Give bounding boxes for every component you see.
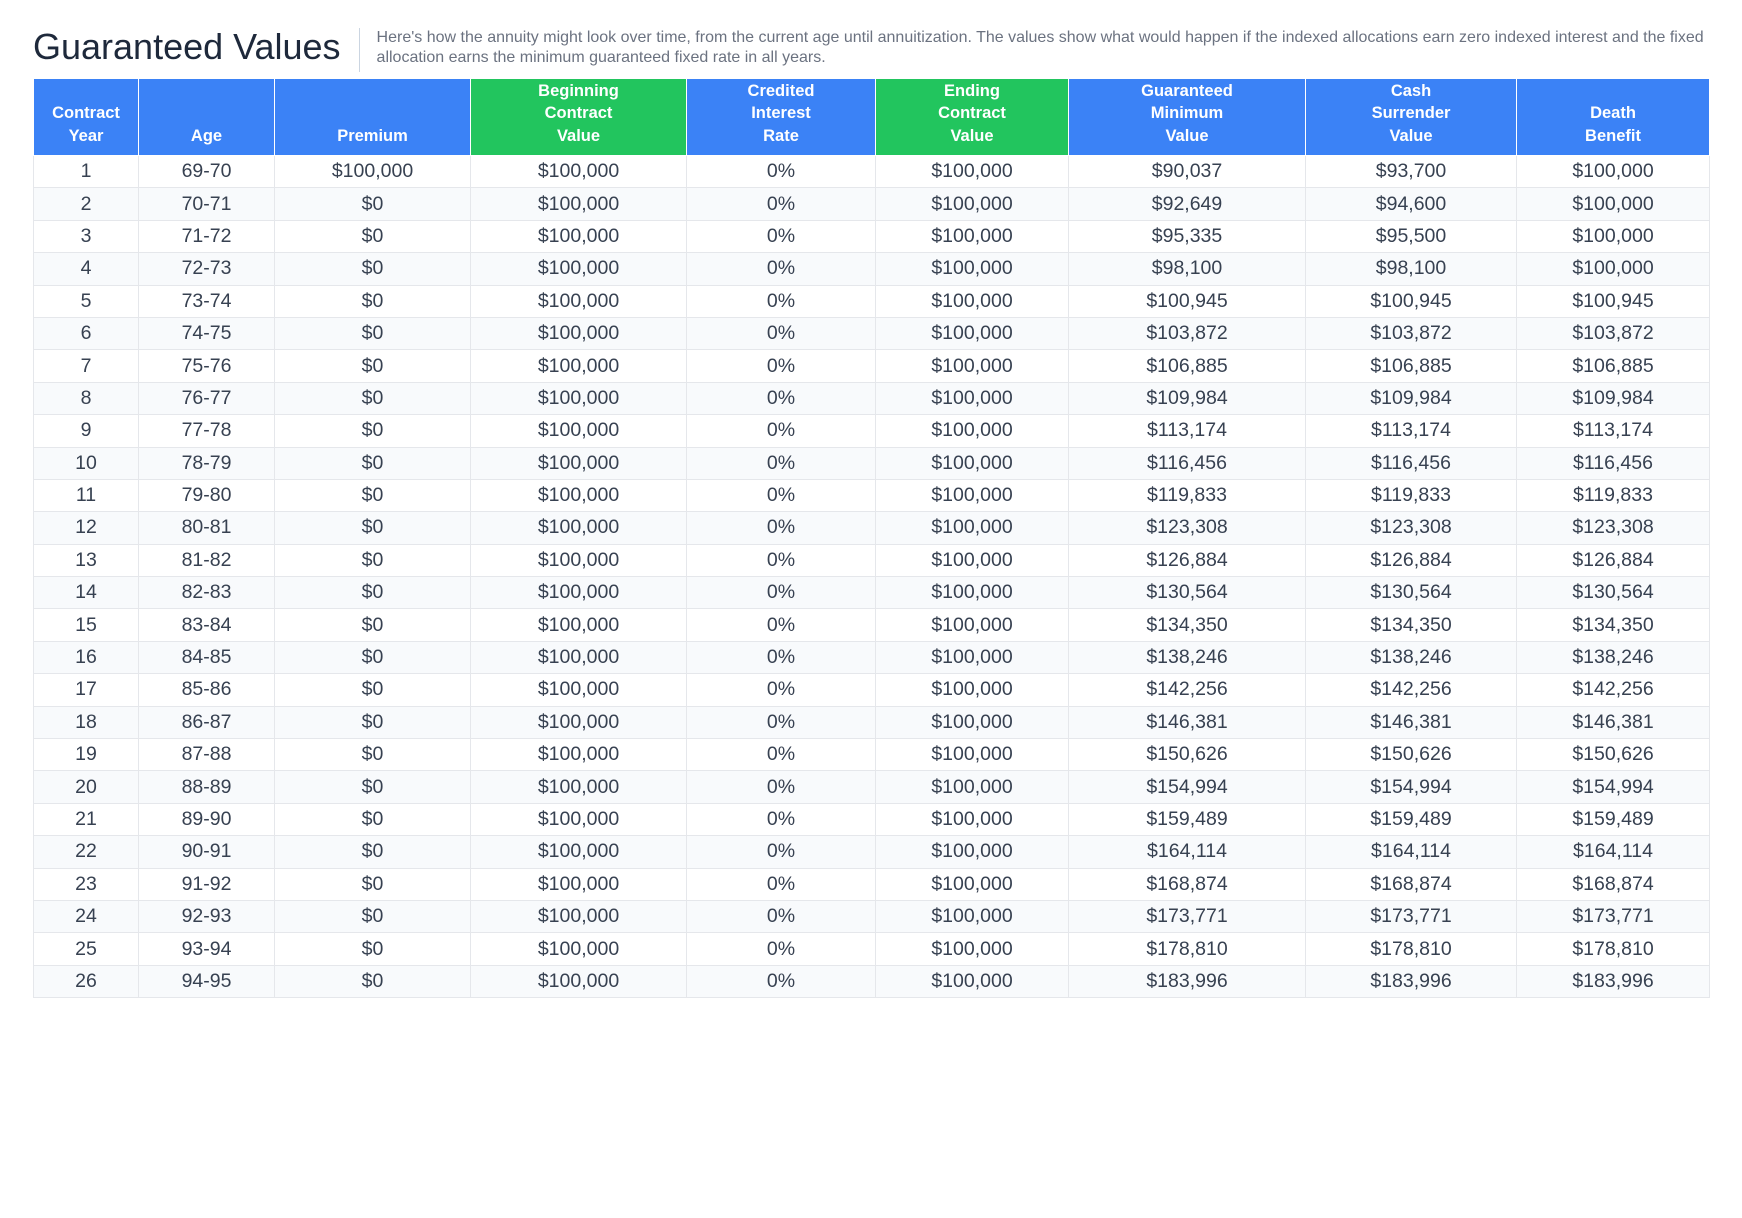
- cell-beginning: $100,000: [471, 674, 687, 706]
- table-row: [34, 674, 1710, 706]
- column-header-line: Cash: [1390, 81, 1432, 100]
- cell-ending: $100,000: [876, 188, 1069, 220]
- cell-csv: $126,884: [1306, 544, 1517, 576]
- cell-gmv: $109,984: [1069, 382, 1306, 414]
- column-header-line: Rate: [763, 126, 799, 145]
- cell-death: $164,114: [1517, 836, 1710, 868]
- table-row: [34, 156, 1710, 188]
- table-row: [34, 382, 1710, 414]
- cell-gmv: $150,626: [1069, 739, 1306, 771]
- cell-gmv: $173,771: [1069, 900, 1306, 932]
- cell-beginning: $100,000: [471, 512, 687, 544]
- cell-death: $100,945: [1517, 285, 1710, 317]
- cell-beginning: $100,000: [471, 609, 687, 641]
- cell-gmv: $113,174: [1069, 415, 1306, 447]
- cell-death: $130,564: [1517, 577, 1710, 609]
- header-divider: [359, 28, 360, 72]
- cell-age: 91-92: [139, 868, 275, 900]
- cell-ending: $100,000: [876, 933, 1069, 965]
- cell-ending: $100,000: [876, 641, 1069, 673]
- cell-age: 78-79: [139, 447, 275, 479]
- column-header-line: Ending: [944, 81, 1000, 100]
- cell-age: 74-75: [139, 317, 275, 349]
- cell-ending: $100,000: [876, 317, 1069, 349]
- cell-gmv: $100,945: [1069, 285, 1306, 317]
- table-row: [34, 868, 1710, 900]
- cell-year: 5: [34, 285, 139, 317]
- cell-csv: $98,100: [1306, 253, 1517, 285]
- cell-gmv: $142,256: [1069, 674, 1306, 706]
- cell-rate: 0%: [687, 253, 876, 285]
- cell-csv: $173,771: [1306, 900, 1517, 932]
- cell-beginning: $100,000: [471, 739, 687, 771]
- cell-csv: $103,872: [1306, 317, 1517, 349]
- cell-rate: 0%: [687, 156, 876, 188]
- cell-gmv: $138,246: [1069, 641, 1306, 673]
- cell-rate: 0%: [687, 447, 876, 479]
- cell-rate: 0%: [687, 577, 876, 609]
- cell-beginning: $100,000: [471, 577, 687, 609]
- cell-rate: 0%: [687, 479, 876, 511]
- cell-death: $168,874: [1517, 868, 1710, 900]
- cell-csv: $109,984: [1306, 382, 1517, 414]
- table-row: [34, 609, 1710, 641]
- table-row: [34, 285, 1710, 317]
- cell-year: 22: [34, 836, 139, 868]
- cell-premium: $0: [275, 253, 471, 285]
- cell-premium: $100,000: [275, 156, 471, 188]
- cell-beginning: $100,000: [471, 868, 687, 900]
- cell-ending: $100,000: [876, 285, 1069, 317]
- page-subtitle: Here's how the annuity might look over time, from the current age until annuitization. The values show what would happen if the indexed allocations earn zero indexed interest and the fixed allocation earns the minimum guaranteed fixed rate in all years.: [376, 29, 1704, 66]
- cell-gmv: $178,810: [1069, 933, 1306, 965]
- cell-age: 77-78: [139, 415, 275, 447]
- cell-beginning: $100,000: [471, 965, 687, 997]
- cell-gmv: $154,994: [1069, 771, 1306, 803]
- table-row: [34, 253, 1710, 285]
- cell-premium: $0: [275, 641, 471, 673]
- cell-year: 3: [34, 220, 139, 252]
- cell-csv: $130,564: [1306, 577, 1517, 609]
- cell-age: 76-77: [139, 382, 275, 414]
- cell-ending: $100,000: [876, 479, 1069, 511]
- cell-csv: $123,308: [1306, 512, 1517, 544]
- cell-year: 20: [34, 771, 139, 803]
- column-header-line: Value: [950, 126, 994, 145]
- cell-gmv: $92,649: [1069, 188, 1306, 220]
- cell-gmv: $164,114: [1069, 836, 1306, 868]
- cell-age: 83-84: [139, 609, 275, 641]
- column-header-line: Minimum: [1150, 104, 1224, 122]
- table-body: [34, 156, 1710, 998]
- cell-beginning: $100,000: [471, 706, 687, 738]
- cell-premium: $0: [275, 900, 471, 932]
- cell-csv: $154,994: [1306, 771, 1517, 803]
- cell-year: 11: [34, 479, 139, 511]
- column-header-csv: [1306, 79, 1517, 156]
- cell-csv: $159,489: [1306, 803, 1517, 835]
- column-header-line: Premium: [337, 126, 408, 145]
- cell-premium: $0: [275, 317, 471, 349]
- cell-year: 10: [34, 447, 139, 479]
- cell-year: 12: [34, 512, 139, 544]
- cell-csv: $138,246: [1306, 641, 1517, 673]
- cell-premium: $0: [275, 285, 471, 317]
- cell-death: $142,256: [1517, 674, 1710, 706]
- cell-death: $100,000: [1517, 253, 1710, 285]
- cell-gmv: $123,308: [1069, 512, 1306, 544]
- cell-year: 25: [34, 933, 139, 965]
- cell-beginning: $100,000: [471, 253, 687, 285]
- cell-rate: 0%: [687, 706, 876, 738]
- cell-beginning: $100,000: [471, 933, 687, 965]
- cell-csv: $150,626: [1306, 739, 1517, 771]
- cell-premium: $0: [275, 188, 471, 220]
- table-row: [34, 836, 1710, 868]
- column-header-line: Surrender: [1371, 104, 1451, 122]
- cell-age: 89-90: [139, 803, 275, 835]
- cell-ending: $100,000: [876, 253, 1069, 285]
- cell-beginning: $100,000: [471, 156, 687, 188]
- column-header-line: Benefit: [1585, 126, 1641, 145]
- cell-premium: $0: [275, 609, 471, 641]
- cell-gmv: $116,456: [1069, 447, 1306, 479]
- column-header-line: Interest: [751, 104, 811, 122]
- cell-ending: $100,000: [876, 577, 1069, 609]
- cell-gmv: $159,489: [1069, 803, 1306, 835]
- cell-ending: $100,000: [876, 609, 1069, 641]
- cell-death: $100,000: [1517, 220, 1710, 252]
- cell-beginning: $100,000: [471, 771, 687, 803]
- cell-premium: $0: [275, 479, 471, 511]
- table-row: [34, 965, 1710, 997]
- cell-ending: $100,000: [876, 739, 1069, 771]
- column-header-line: Credited: [747, 81, 815, 100]
- cell-beginning: $100,000: [471, 188, 687, 220]
- cell-age: 88-89: [139, 771, 275, 803]
- cell-death: $100,000: [1517, 156, 1710, 188]
- column-header-beginning: [471, 79, 687, 156]
- cell-death: $173,771: [1517, 900, 1710, 932]
- cell-rate: 0%: [687, 544, 876, 576]
- cell-csv: $95,500: [1306, 220, 1517, 252]
- column-header-death: [1517, 79, 1710, 156]
- cell-premium: $0: [275, 512, 471, 544]
- cell-age: 93-94: [139, 933, 275, 965]
- cell-gmv: $90,037: [1069, 156, 1306, 188]
- column-header-line: Contract: [52, 104, 120, 122]
- cell-death: $183,996: [1517, 965, 1710, 997]
- cell-year: 1: [34, 156, 139, 188]
- cell-gmv: $126,884: [1069, 544, 1306, 576]
- column-header-age: [139, 79, 275, 156]
- cell-premium: $0: [275, 933, 471, 965]
- cell-death: $150,626: [1517, 739, 1710, 771]
- column-header-gmv: [1069, 79, 1306, 156]
- cell-beginning: $100,000: [471, 836, 687, 868]
- cell-premium: $0: [275, 739, 471, 771]
- cell-csv: $146,381: [1306, 706, 1517, 738]
- table-header: [34, 79, 1710, 156]
- cell-death: $119,833: [1517, 479, 1710, 511]
- cell-rate: 0%: [687, 350, 876, 382]
- cell-rate: 0%: [687, 512, 876, 544]
- column-header-line: Contract: [544, 104, 613, 122]
- cell-rate: 0%: [687, 836, 876, 868]
- cell-rate: 0%: [687, 739, 876, 771]
- cell-gmv: $183,996: [1069, 965, 1306, 997]
- table-row: [34, 900, 1710, 932]
- cell-ending: $100,000: [876, 512, 1069, 544]
- cell-ending: $100,000: [876, 965, 1069, 997]
- column-header-line: Contract: [938, 104, 1006, 122]
- table-row: [34, 577, 1710, 609]
- cell-year: 14: [34, 577, 139, 609]
- cell-death: $134,350: [1517, 609, 1710, 641]
- cell-year: 21: [34, 803, 139, 835]
- cell-rate: 0%: [687, 415, 876, 447]
- cell-gmv: $98,100: [1069, 253, 1306, 285]
- cell-death: $116,456: [1517, 447, 1710, 479]
- cell-ending: $100,000: [876, 415, 1069, 447]
- cell-death: $138,246: [1517, 641, 1710, 673]
- cell-gmv: $95,335: [1069, 220, 1306, 252]
- cell-csv: $113,174: [1306, 415, 1517, 447]
- column-header-line: Year: [68, 126, 104, 145]
- cell-death: $109,984: [1517, 382, 1710, 414]
- cell-rate: 0%: [687, 803, 876, 835]
- cell-rate: 0%: [687, 285, 876, 317]
- cell-premium: $0: [275, 706, 471, 738]
- cell-beginning: $100,000: [471, 350, 687, 382]
- cell-csv: $93,700: [1306, 156, 1517, 188]
- cell-death: $100,000: [1517, 188, 1710, 220]
- cell-gmv: $106,885: [1069, 350, 1306, 382]
- table-header-row: [34, 79, 1710, 156]
- cell-rate: 0%: [687, 317, 876, 349]
- cell-rate: 0%: [687, 609, 876, 641]
- cell-rate: 0%: [687, 771, 876, 803]
- cell-ending: $100,000: [876, 544, 1069, 576]
- cell-year: 13: [34, 544, 139, 576]
- cell-premium: $0: [275, 803, 471, 835]
- cell-beginning: $100,000: [471, 220, 687, 252]
- cell-death: $113,174: [1517, 415, 1710, 447]
- cell-ending: $100,000: [876, 706, 1069, 738]
- cell-year: 24: [34, 900, 139, 932]
- table-row: [34, 739, 1710, 771]
- cell-ending: $100,000: [876, 900, 1069, 932]
- cell-rate: 0%: [687, 188, 876, 220]
- table-row: [34, 317, 1710, 349]
- cell-age: 75-76: [139, 350, 275, 382]
- cell-age: 92-93: [139, 900, 275, 932]
- cell-year: 8: [34, 382, 139, 414]
- table-row: [34, 188, 1710, 220]
- cell-premium: $0: [275, 415, 471, 447]
- table-row: [34, 771, 1710, 803]
- cell-gmv: $168,874: [1069, 868, 1306, 900]
- table-row: [34, 706, 1710, 738]
- cell-death: $123,308: [1517, 512, 1710, 544]
- cell-death: $159,489: [1517, 803, 1710, 835]
- cell-gmv: $130,564: [1069, 577, 1306, 609]
- cell-year: 17: [34, 674, 139, 706]
- cell-ending: $100,000: [876, 674, 1069, 706]
- cell-age: 79-80: [139, 479, 275, 511]
- cell-premium: $0: [275, 674, 471, 706]
- cell-csv: $164,114: [1306, 836, 1517, 868]
- cell-premium: $0: [275, 577, 471, 609]
- cell-beginning: $100,000: [471, 447, 687, 479]
- cell-age: 84-85: [139, 641, 275, 673]
- cell-year: 4: [34, 253, 139, 285]
- cell-csv: $183,996: [1306, 965, 1517, 997]
- page-header: [33, 24, 1709, 76]
- column-header-year: [34, 79, 139, 156]
- cell-csv: $119,833: [1306, 479, 1517, 511]
- page-title: Guaranteed Values: [33, 26, 341, 67]
- table-row: [34, 641, 1710, 673]
- cell-year: 7: [34, 350, 139, 382]
- cell-beginning: $100,000: [471, 382, 687, 414]
- cell-ending: $100,000: [876, 382, 1069, 414]
- table-row: [34, 803, 1710, 835]
- cell-csv: $178,810: [1306, 933, 1517, 965]
- cell-premium: $0: [275, 868, 471, 900]
- column-header-rate: [687, 79, 876, 156]
- cell-death: $106,885: [1517, 350, 1710, 382]
- cell-age: 87-88: [139, 739, 275, 771]
- cell-age: 86-87: [139, 706, 275, 738]
- cell-age: 73-74: [139, 285, 275, 317]
- cell-year: 16: [34, 641, 139, 673]
- cell-year: 23: [34, 868, 139, 900]
- cell-premium: $0: [275, 544, 471, 576]
- cell-year: 26: [34, 965, 139, 997]
- cell-rate: 0%: [687, 641, 876, 673]
- cell-age: 82-83: [139, 577, 275, 609]
- cell-year: 15: [34, 609, 139, 641]
- cell-premium: $0: [275, 771, 471, 803]
- cell-ending: $100,000: [876, 220, 1069, 252]
- table-row: [34, 933, 1710, 965]
- table-row: [34, 544, 1710, 576]
- cell-csv: $94,600: [1306, 188, 1517, 220]
- column-header-line: Value: [1389, 126, 1433, 145]
- cell-death: $154,994: [1517, 771, 1710, 803]
- cell-csv: $116,456: [1306, 447, 1517, 479]
- cell-age: 70-71: [139, 188, 275, 220]
- cell-ending: $100,000: [876, 836, 1069, 868]
- column-header-line: Age: [190, 126, 223, 145]
- cell-death: $146,381: [1517, 706, 1710, 738]
- table-row: [34, 447, 1710, 479]
- cell-ending: $100,000: [876, 447, 1069, 479]
- cell-ending: $100,000: [876, 350, 1069, 382]
- cell-year: 9: [34, 415, 139, 447]
- cell-rate: 0%: [687, 868, 876, 900]
- cell-beginning: $100,000: [471, 641, 687, 673]
- cell-age: 85-86: [139, 674, 275, 706]
- cell-ending: $100,000: [876, 803, 1069, 835]
- cell-rate: 0%: [687, 382, 876, 414]
- cell-beginning: $100,000: [471, 317, 687, 349]
- cell-beginning: $100,000: [471, 803, 687, 835]
- cell-premium: $0: [275, 447, 471, 479]
- cell-ending: $100,000: [876, 771, 1069, 803]
- cell-beginning: $100,000: [471, 544, 687, 576]
- column-header-line: Value: [556, 126, 601, 145]
- cell-rate: 0%: [687, 900, 876, 932]
- cell-csv: $168,874: [1306, 868, 1517, 900]
- cell-age: 94-95: [139, 965, 275, 997]
- cell-death: $126,884: [1517, 544, 1710, 576]
- cell-rate: 0%: [687, 965, 876, 997]
- table-row: [34, 220, 1710, 252]
- cell-premium: $0: [275, 382, 471, 414]
- cell-beginning: $100,000: [471, 900, 687, 932]
- cell-gmv: $103,872: [1069, 317, 1306, 349]
- cell-age: 71-72: [139, 220, 275, 252]
- column-header-ending: [876, 79, 1069, 156]
- cell-csv: $100,945: [1306, 285, 1517, 317]
- cell-year: 2: [34, 188, 139, 220]
- cell-year: 6: [34, 317, 139, 349]
- cell-csv: $134,350: [1306, 609, 1517, 641]
- cell-age: 80-81: [139, 512, 275, 544]
- column-header-premium: [275, 79, 471, 156]
- column-header-line: Death: [1590, 104, 1636, 122]
- cell-rate: 0%: [687, 674, 876, 706]
- table-row: [34, 415, 1710, 447]
- cell-beginning: $100,000: [471, 415, 687, 447]
- cell-premium: $0: [275, 220, 471, 252]
- cell-age: 90-91: [139, 836, 275, 868]
- cell-csv: $106,885: [1306, 350, 1517, 382]
- cell-age: 72-73: [139, 253, 275, 285]
- column-header-line: Beginning: [538, 81, 619, 100]
- cell-death: $178,810: [1517, 933, 1710, 965]
- cell-premium: $0: [275, 350, 471, 382]
- cell-age: 81-82: [139, 544, 275, 576]
- cell-ending: $100,000: [876, 868, 1069, 900]
- cell-gmv: $119,833: [1069, 479, 1306, 511]
- cell-rate: 0%: [687, 933, 876, 965]
- table-row: [34, 479, 1710, 511]
- cell-ending: $100,000: [876, 156, 1069, 188]
- cell-year: 18: [34, 706, 139, 738]
- cell-premium: $0: [275, 836, 471, 868]
- cell-gmv: $134,350: [1069, 609, 1306, 641]
- cell-premium: $0: [275, 965, 471, 997]
- cell-year: 19: [34, 739, 139, 771]
- cell-beginning: $100,000: [471, 479, 687, 511]
- cell-beginning: $100,000: [471, 285, 687, 317]
- cell-rate: 0%: [687, 220, 876, 252]
- table-row: [34, 512, 1710, 544]
- cell-gmv: $146,381: [1069, 706, 1306, 738]
- cell-death: $103,872: [1517, 317, 1710, 349]
- guaranteed-values-table: [33, 78, 1710, 998]
- table-row: [34, 350, 1710, 382]
- cell-csv: $142,256: [1306, 674, 1517, 706]
- column-header-line: Guaranteed: [1141, 81, 1233, 100]
- column-header-line: Value: [1165, 126, 1209, 145]
- cell-age: 69-70: [139, 156, 275, 188]
